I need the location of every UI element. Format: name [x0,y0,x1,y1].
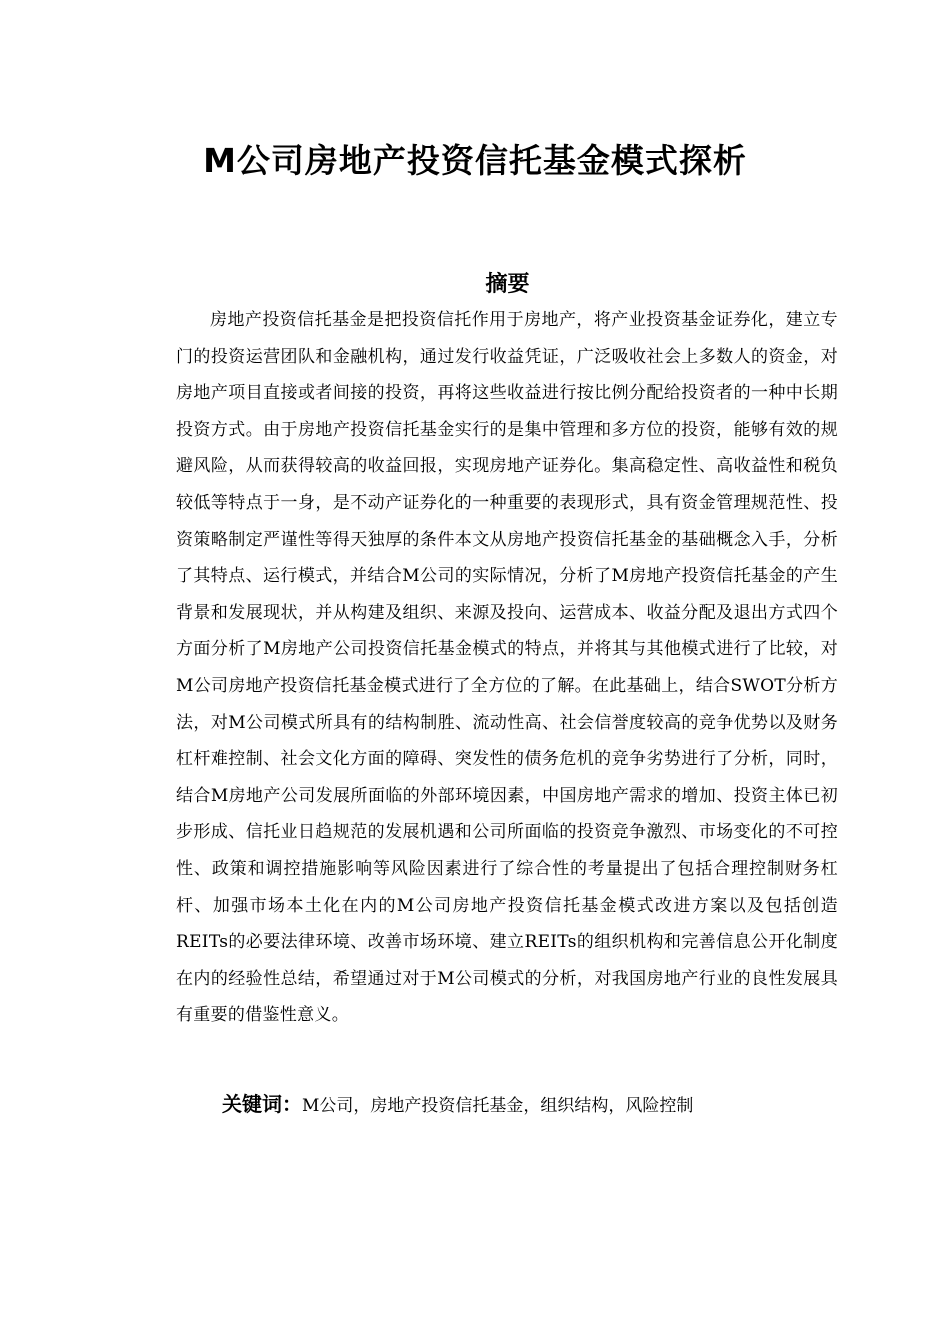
keywords-line [222,1086,842,1124]
abstract-heading: 摘要 [485,272,530,297]
keywords-text: M公司，房地产投资信托基金，组织结构，风险控制 [302,1096,694,1116]
abstract-body: 房地产投资信托基金是把投资信托作用于房地产，将产业投资基金证券化，建立专门的投资运营团队和金融机构，通过发行收益凭证，广泛吸收社会上多数人的资金，对房地产项目直接或者间接的投资，再将这些收益进行按比例分配给投资者的一种中长期投资方式。由于房地产投资信托基金实行的是集中管理和多方位的投资，能够有效的规避风险，从而获得较高的收益回报，实现房地产证券化。集高稳定性、高收益性和税负较低等特点于一身，是不动产证券化的一种重要的表现形式，具有资金管理规范性、投资策略制定严谨性等得天独厚的条件本文从房地产投资信托基金的基础概念入手，分析了其特点、运行模式，并结合M公司的实际情况，分析了M房地产投资信托基金的产生背景和发展现状，并从构建及组织、来源及投向、运营成本、收益分配及退出方式四个方面分析了M房地产公司投资信托基金模式的特点，并将其与其他模式进行了比较，对M公司房地产投资信托基金模式进行了全方位的了解。在此基础上，结合SWOT分析方法，对M公司模式所具有的结构制胜、流动性高、社会信誉度较高的竞争优势以及财务杠杆难控制、社会文化方面的障碍、突发性的债务危机的竞争劣势进行了分析，同时，结合M房地产公司发展所面临的外部环境因素，中国房地产需求的增加、投资主体已初步形成、信托业日趋规范的发展机遇和公司所面临的投资竞争激烈、市场变化的不可控性、政策和调控措施影响等风险因素进行了综合性的考量提出了包括合理控制财务杠杆、加强市场本土化在内的M公司房地产投资信托基金模式改进方案以及包括创造REITs的必要法律环境、改善市场环境、建立REITs的组织机构和完善信息公开化制度在内的经验性总结，希望通过对于M公司模式的分析，对我国房地产行业的良性发展具有重要的借鉴性意义。 [176,310,838,1026]
document-title: M公司房地产投资信托基金模式探析 [203,141,747,180]
keywords-label: 关键词： [222,1092,302,1116]
